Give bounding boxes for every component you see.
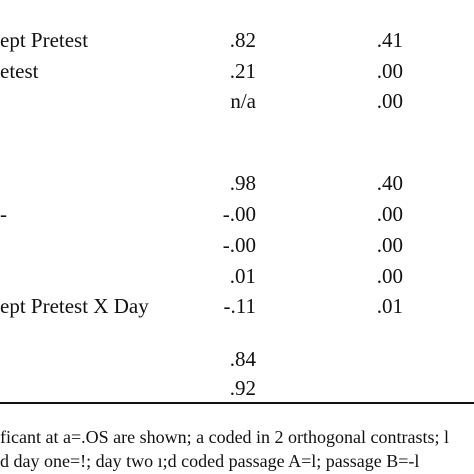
table-cell: .00: [376, 202, 403, 226]
table-cell: -.00: [222, 233, 256, 257]
table-note-line: ficant at a=.OS are shown; a coded in 2 orthogonal contrasts; l: [0, 427, 450, 447]
table-cell: .00: [376, 89, 403, 113]
table-cell: .40: [376, 171, 403, 195]
table-cell: .00: [376, 59, 403, 83]
table-cell: -.00: [222, 202, 256, 226]
table-cell: -.11: [223, 294, 256, 318]
table-cell: .92: [229, 376, 256, 400]
row-label: etest: [0, 59, 39, 83]
table-cell: .00: [376, 233, 403, 257]
table-cell: .82: [229, 28, 256, 52]
table-cell: .01: [376, 294, 403, 318]
table-cell: n/a: [230, 89, 256, 113]
row-label: ept Pretest X Day: [0, 294, 149, 318]
table-cell: .00: [376, 264, 403, 288]
row-label: -: [0, 202, 7, 226]
table-cell: .41: [376, 28, 403, 52]
table-cell: .01: [229, 264, 256, 288]
table-cell: .98: [229, 171, 256, 195]
table-cell: .21: [229, 59, 256, 83]
table-note-line: d day one=!; day two ı;d coded passage A=l; passage B=-l: [0, 451, 420, 471]
row-label: ept Pretest: [0, 28, 89, 52]
table-rule: [0, 402, 474, 404]
table-cell: .84: [229, 347, 256, 371]
